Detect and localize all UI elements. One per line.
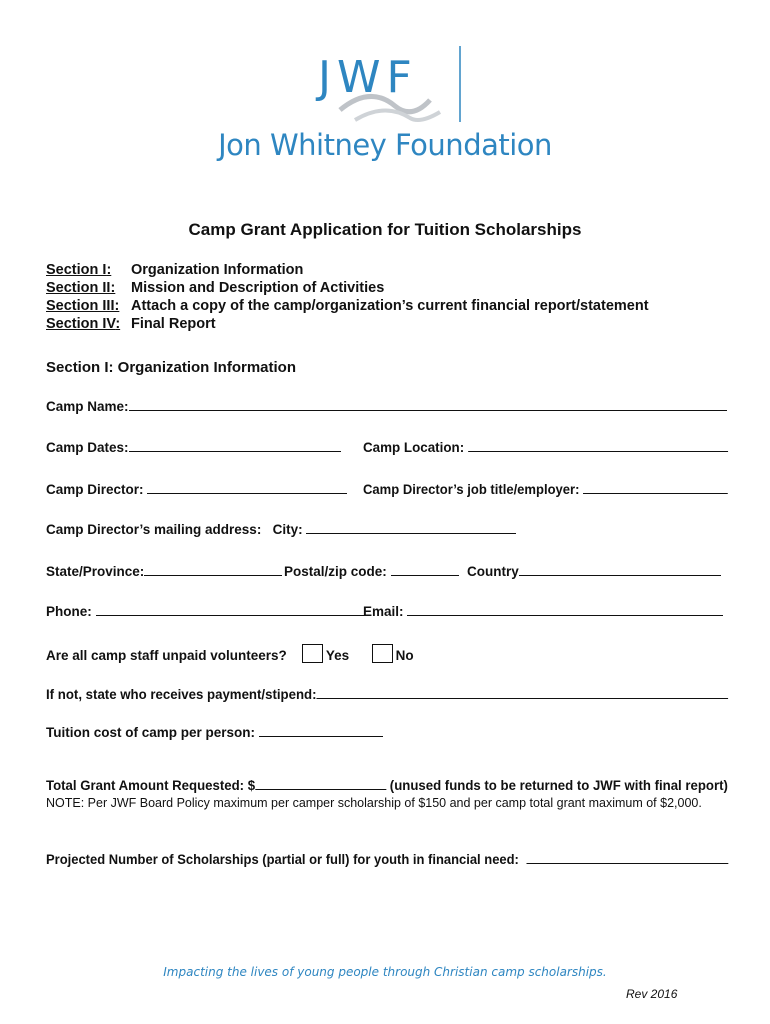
grant-amount-row	[46, 777, 728, 793]
mailing-address-row	[46, 521, 516, 537]
tuition-label: Tuition cost of camp per person:	[46, 725, 256, 740]
footer-tagline: Impacting the lives of young people through Christian camp scholarships.	[163, 965, 607, 979]
section-list-item	[46, 261, 649, 279]
yes-checkbox[interactable]	[302, 644, 323, 663]
section-label: Final Report	[131, 316, 216, 332]
director-title-field[interactable]	[583, 481, 728, 494]
section-heading: Section I: Organization Information	[46, 359, 297, 376]
section-list-item	[46, 315, 649, 333]
grant-note: (unused funds to be returned to JWF with final report)	[389, 778, 728, 793]
revision-label: Rev 2016	[626, 987, 678, 1001]
volunteers-row	[46, 644, 414, 663]
city-label: City:	[272, 522, 303, 537]
camp-name-label: Camp Name:	[46, 399, 129, 414]
camp-director-row	[46, 481, 347, 497]
section-label: Organization Information	[131, 262, 304, 278]
logo-graphic	[300, 40, 500, 135]
section-key: Section III	[46, 298, 115, 314]
section-list	[46, 261, 649, 333]
volunteers-label: Are all camp staff unpaid volunteers?	[46, 648, 287, 663]
state-field[interactable]	[144, 563, 282, 576]
no-checkbox[interactable]	[372, 644, 393, 663]
email-label: Email:	[363, 604, 404, 619]
camp-location-row	[363, 439, 728, 455]
postal-field[interactable]	[391, 563, 459, 576]
section-key: Section II	[46, 280, 111, 296]
director-title-row	[363, 481, 728, 497]
city-field[interactable]	[306, 521, 516, 534]
section-list-item	[46, 279, 649, 297]
page-title: Camp Grant Application for Tuition Scholarships	[188, 220, 582, 239]
country-row	[467, 563, 721, 579]
country-field[interactable]	[519, 563, 721, 576]
logo-text: JWF	[318, 52, 418, 103]
mailing-address-label: Camp Director’s mailing address:	[46, 522, 262, 537]
state-row	[46, 563, 282, 579]
dove-body-icon	[355, 110, 440, 120]
camp-director-label: Camp Director:	[46, 482, 144, 497]
section-label: Attach a copy of the camp/organization’s current financial report/statement	[131, 298, 649, 314]
director-title-label: Camp Director’s job title/employer:	[363, 482, 580, 497]
country-label: Country	[467, 564, 519, 579]
section-list-item	[46, 297, 649, 315]
grant-amount-field[interactable]	[255, 777, 386, 790]
section-label: Mission and Description of Activities	[131, 280, 385, 296]
payment-field[interactable]	[317, 686, 729, 699]
section-sep: :	[106, 262, 112, 278]
yes-label: Yes	[325, 648, 350, 663]
section-sep: :	[110, 280, 116, 296]
email-row	[363, 603, 723, 619]
camp-dates-field[interactable]	[129, 439, 341, 452]
camp-name-row	[46, 398, 727, 414]
projected-field[interactable]	[526, 851, 728, 864]
phone-label: Phone:	[46, 604, 92, 619]
camp-dates-row	[46, 439, 341, 455]
camp-name-field[interactable]	[129, 398, 727, 411]
projected-row	[46, 851, 728, 867]
no-label: No	[395, 648, 414, 663]
section-sep: :	[114, 298, 120, 314]
state-label: State/Province:	[46, 564, 145, 579]
camp-director-field[interactable]	[147, 481, 347, 494]
payment-label: If not, state who receives payment/stipend:	[46, 687, 317, 702]
jwf-logo	[300, 40, 500, 135]
projected-label: Projected Number of Scholarships (partial or full) for youth in financial need:	[46, 852, 519, 867]
policy-note: NOTE: Per JWF Board Policy maximum per camper scholarship of $150 and per camp total grant maximum of $2,000.	[46, 796, 702, 810]
camp-location-field[interactable]	[468, 439, 728, 452]
section-key: Section I	[46, 262, 107, 278]
camp-dates-label: Camp Dates:	[46, 440, 129, 455]
section-sep: :	[115, 316, 121, 332]
payment-row	[46, 686, 728, 702]
phone-row	[46, 603, 364, 619]
camp-location-label: Camp Location:	[363, 440, 465, 455]
foundation-name: Jon Whitney Foundation	[218, 128, 552, 162]
section-key: Section IV	[46, 316, 116, 332]
email-field[interactable]	[407, 603, 723, 616]
postal-label: Postal/zip code:	[284, 564, 387, 579]
tuition-row	[46, 724, 383, 740]
grant-amount-label: Total Grant Amount Requested: $	[46, 778, 256, 793]
tuition-field[interactable]	[259, 724, 383, 737]
phone-field[interactable]	[96, 603, 364, 616]
postal-row	[284, 563, 459, 579]
